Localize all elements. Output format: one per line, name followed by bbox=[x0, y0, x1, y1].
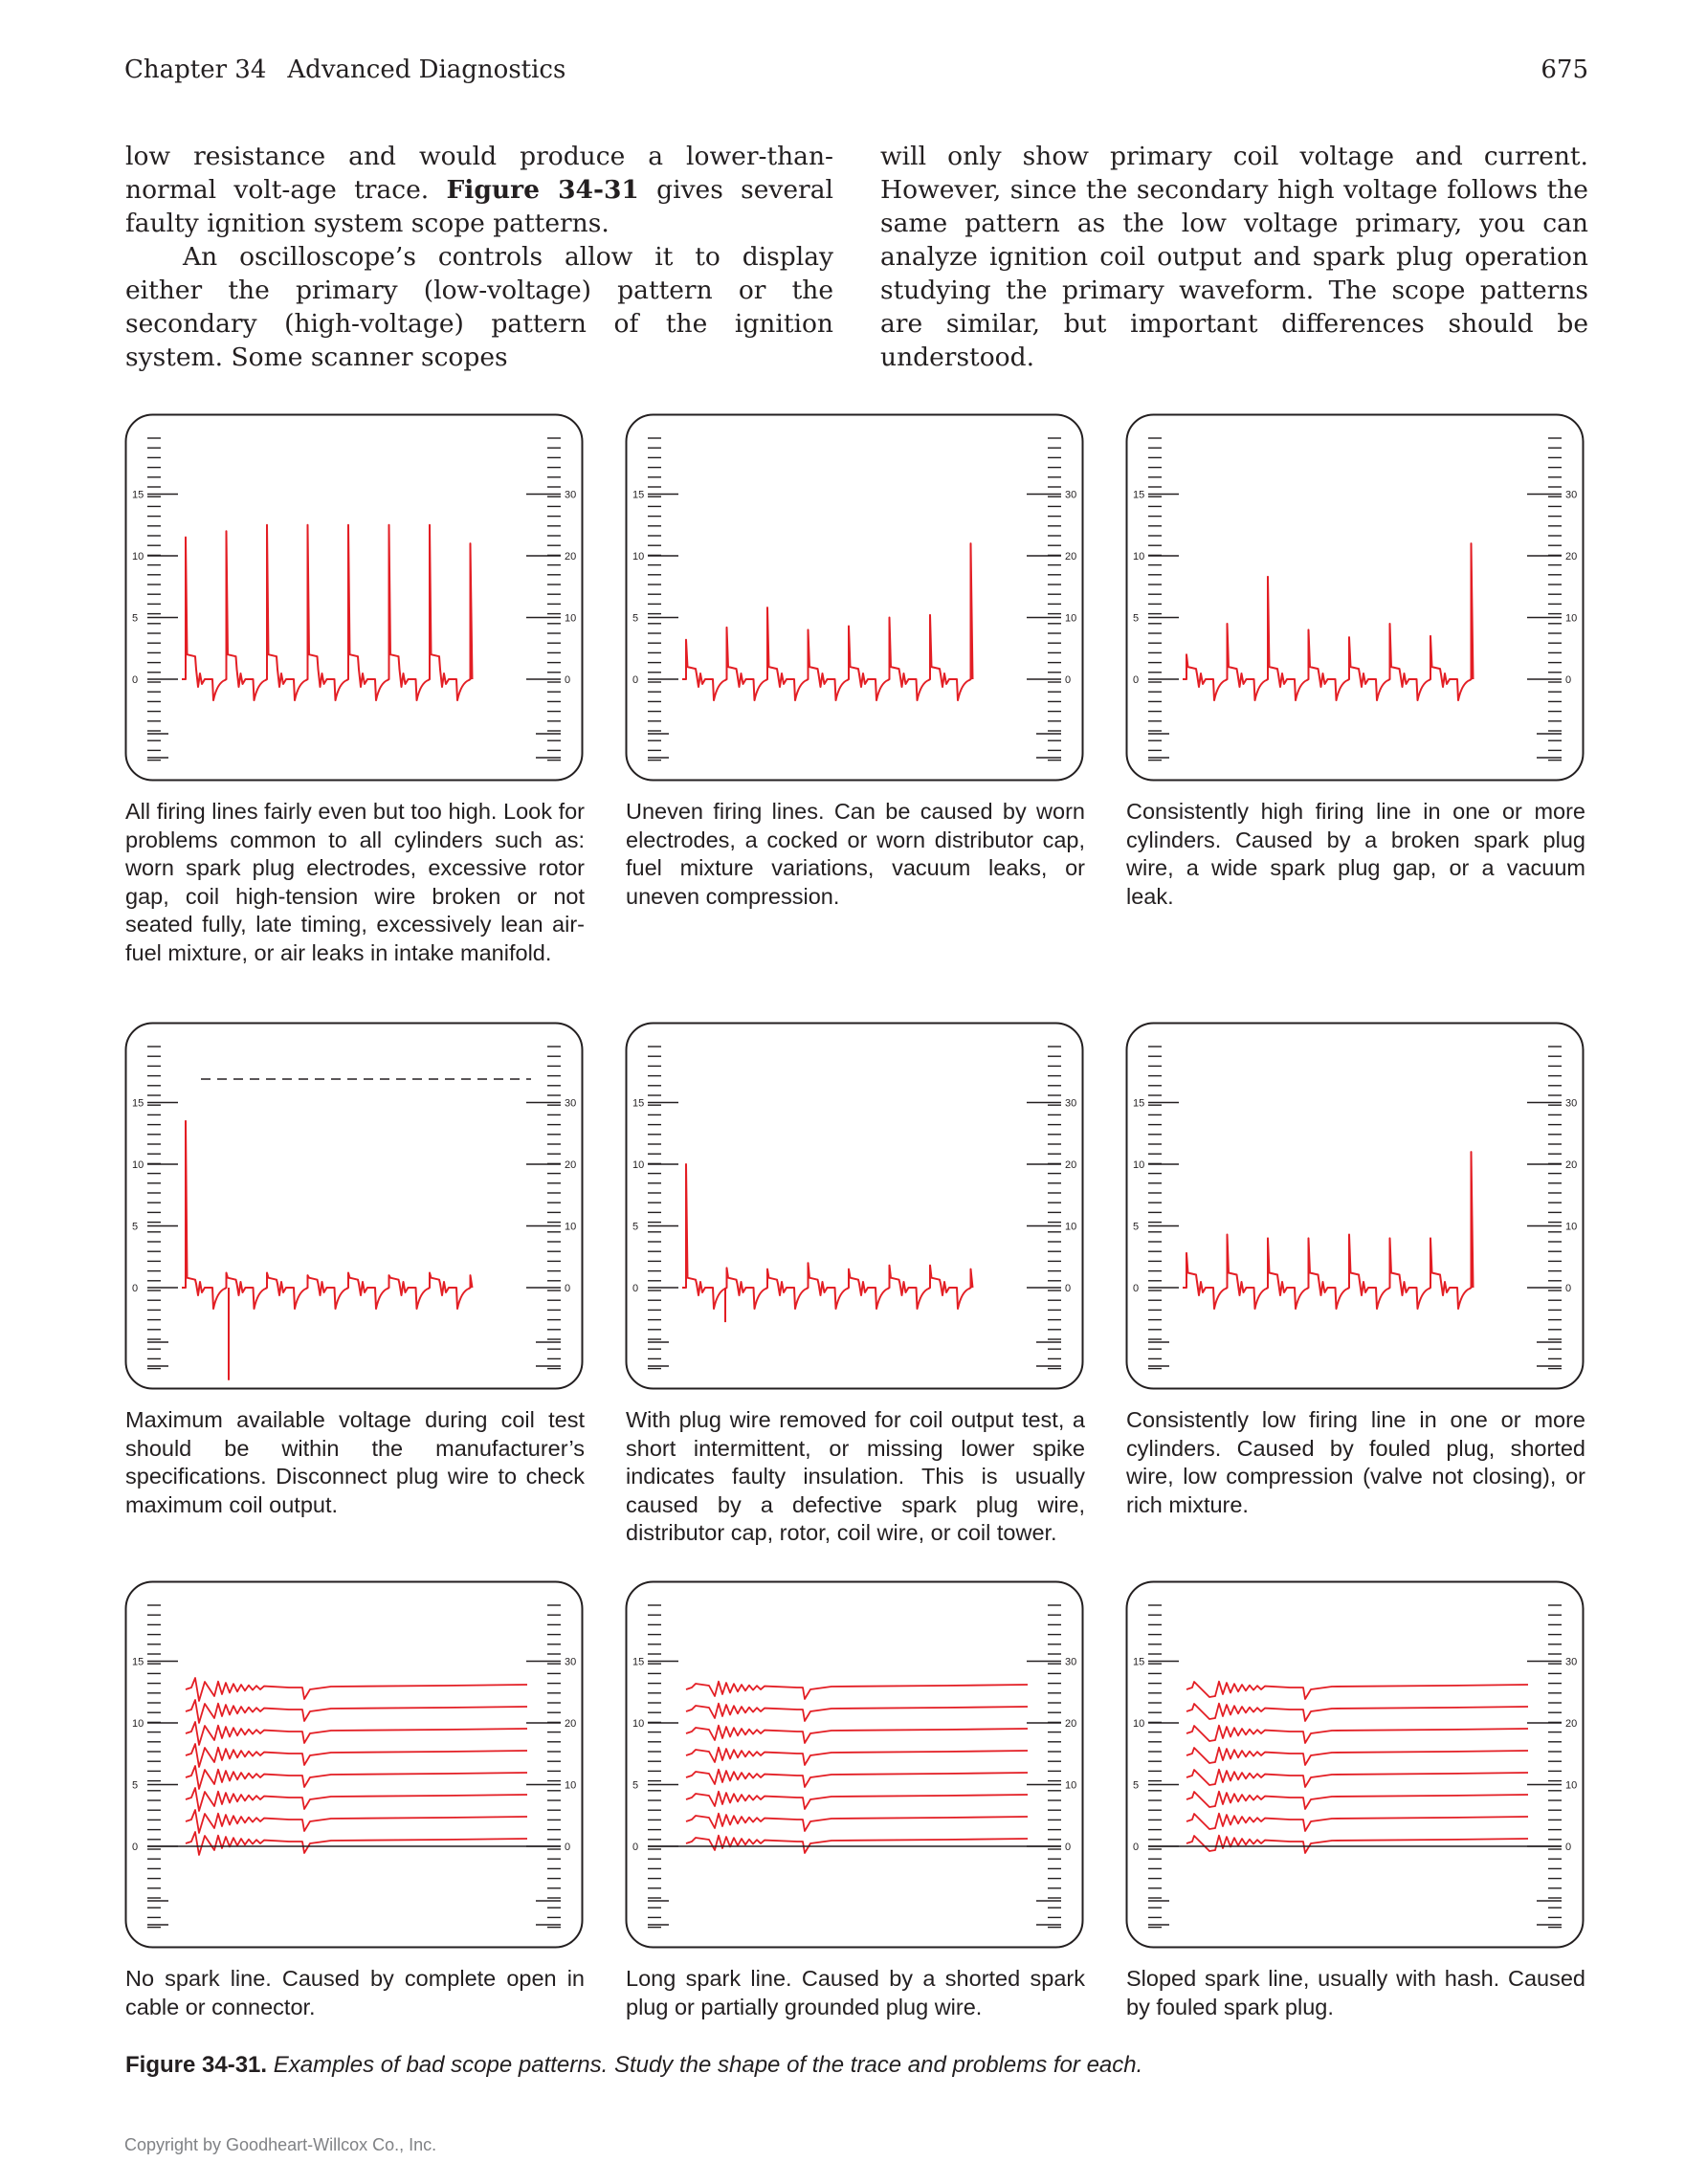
pattern-caption: No spark line. Caused by complete open in cable or connector. bbox=[125, 1966, 585, 2019]
chapter-title: Advanced Diagnostics bbox=[287, 55, 566, 84]
scale-label-left: 5 bbox=[632, 1221, 639, 1233]
scale-label-left: 15 bbox=[632, 1656, 645, 1668]
scale-label-right: 30 bbox=[1565, 1097, 1578, 1110]
scope-svg bbox=[1125, 1022, 1585, 1390]
pattern-caption: Maximum available voltage during coil test should be within the manufacturer’s specifications. Disconnect plug wire to check maximum coil output. bbox=[125, 1407, 585, 1517]
scope-bezel bbox=[627, 415, 1083, 781]
scale-label-right: 10 bbox=[1065, 1779, 1077, 1792]
scope-screen-long-spark bbox=[625, 1580, 1084, 1949]
scale-label-right: 10 bbox=[565, 612, 577, 625]
scale-label-right: 10 bbox=[565, 1779, 577, 1792]
scope-screen-sloped-spark bbox=[1125, 1580, 1585, 1949]
scale-label-left: 15 bbox=[632, 1097, 645, 1110]
pattern-caption: Consistently low firing line in one or more cylinders. Caused by fouled plug, shorted wire, low compression (valve not closing), or rich mixture. bbox=[1126, 1407, 1585, 1517]
scale-label-left: 15 bbox=[132, 1656, 144, 1668]
scale-label-right: 20 bbox=[1565, 551, 1578, 563]
scope-svg bbox=[124, 413, 584, 782]
figure-caption bbox=[125, 2052, 1589, 2079]
scope-screen-coil-test bbox=[124, 1022, 584, 1390]
scope-bezel bbox=[1127, 415, 1584, 781]
scope-svg bbox=[124, 1580, 584, 1949]
scale-label-right: 20 bbox=[1065, 551, 1077, 563]
scale-label-left: 10 bbox=[132, 1718, 144, 1730]
scale-label-right: 0 bbox=[1065, 1842, 1072, 1853]
scale-label-right: 0 bbox=[1065, 674, 1072, 686]
page-number: 675 bbox=[1541, 55, 1588, 84]
scale-label-right: 30 bbox=[1565, 489, 1578, 501]
scale-label-left: 0 bbox=[132, 674, 139, 686]
figure-reference: Figure 34-31 bbox=[446, 175, 639, 205]
scale-label-right: 10 bbox=[1565, 1221, 1578, 1233]
scope-screen-high-even bbox=[124, 413, 584, 782]
scale-label-right: 0 bbox=[565, 1842, 571, 1853]
scale-label-right: 30 bbox=[1565, 1656, 1578, 1668]
scope-screen-one-low bbox=[1125, 1022, 1585, 1390]
scope-screen-one-high bbox=[1125, 413, 1585, 782]
scale-label-right: 10 bbox=[1065, 1221, 1077, 1233]
chapter-heading bbox=[124, 55, 565, 84]
scale-label-left: 0 bbox=[132, 1283, 139, 1294]
scale-label-left: 15 bbox=[1133, 489, 1145, 501]
scope-bezel bbox=[126, 415, 583, 781]
scale-label-right: 20 bbox=[1565, 1159, 1578, 1171]
scope-bezel bbox=[627, 1582, 1083, 1948]
scope-svg bbox=[1125, 413, 1585, 782]
scale-label-right: 30 bbox=[565, 1097, 577, 1110]
scale-label-left: 5 bbox=[132, 1779, 139, 1792]
scale-label-left: 15 bbox=[632, 489, 645, 501]
scale-label-left: 0 bbox=[1133, 1283, 1140, 1294]
scale-label-right: 20 bbox=[565, 551, 577, 563]
scale-label-right: 10 bbox=[1065, 612, 1077, 625]
scale-label-left: 0 bbox=[1133, 674, 1140, 686]
pattern-caption: Uneven firing lines. Can be caused by worn electrodes, a cocked or worn distributor cap, fuel mixture variations, vacuum leaks, or uneven compression. bbox=[626, 799, 1085, 909]
scale-label-left: 15 bbox=[1133, 1097, 1145, 1110]
scope-bezel bbox=[627, 1024, 1083, 1389]
scope-svg bbox=[625, 1022, 1084, 1390]
paragraph-text: gives several faulty ignition system scope patterns. bbox=[125, 175, 833, 238]
scale-label-left: 0 bbox=[632, 1283, 639, 1294]
scope-bezel bbox=[1127, 1582, 1584, 1948]
figure-number: Figure 34-31. bbox=[125, 2052, 268, 2078]
scale-label-left: 10 bbox=[132, 1159, 144, 1171]
scale-label-right: 20 bbox=[565, 1718, 577, 1730]
copyright-notice: Copyright by Goodheart-Willcox Co., Inc. bbox=[124, 2135, 437, 2154]
scale-label-right: 30 bbox=[1065, 489, 1077, 501]
scale-label-right: 20 bbox=[1565, 1718, 1578, 1730]
scale-label-right: 30 bbox=[1065, 1097, 1077, 1110]
scope-bezel bbox=[126, 1582, 583, 1948]
scale-label-right: 30 bbox=[565, 1656, 577, 1668]
scale-label-right: 0 bbox=[1565, 1283, 1572, 1294]
scale-label-right: 20 bbox=[565, 1159, 577, 1171]
scope-svg bbox=[124, 1022, 584, 1390]
scale-label-right: 30 bbox=[1065, 1656, 1077, 1668]
scale-label-right: 10 bbox=[1565, 612, 1578, 625]
paragraph-text: low resistance and would produce a lower-than-normal volt-age trace. bbox=[125, 142, 833, 205]
paragraph: An oscilloscope’s controls allow it to display either the primary (low-voltage) pattern or the secondary (high-voltage) pattern of the ignition system. Some scanner scopes bbox=[125, 242, 833, 372]
scale-label-right: 20 bbox=[1065, 1718, 1077, 1730]
scale-label-left: 10 bbox=[1133, 1159, 1145, 1171]
scope-svg bbox=[625, 413, 1084, 782]
scale-label-left: 5 bbox=[632, 1779, 639, 1792]
scale-label-right: 0 bbox=[565, 1283, 571, 1294]
scale-label-left: 10 bbox=[1133, 1718, 1145, 1730]
chapter-label: Chapter 34 bbox=[124, 55, 267, 84]
scope-bezel bbox=[1127, 1024, 1584, 1389]
figure-caption-text: Examples of bad scope patterns. Study the shape of the trace and problems for each. bbox=[273, 2052, 1143, 2078]
scope-svg bbox=[1125, 1580, 1585, 1949]
scale-label-left: 5 bbox=[132, 612, 139, 625]
scale-label-left: 10 bbox=[1133, 551, 1145, 563]
scale-label-left: 0 bbox=[632, 1842, 639, 1853]
scale-label-right: 0 bbox=[1565, 1842, 1572, 1853]
scale-label-left: 15 bbox=[132, 489, 144, 501]
scope-screen-plug-removed bbox=[625, 1022, 1084, 1390]
body-column-right bbox=[880, 140, 1588, 374]
scale-label-left: 15 bbox=[1133, 1656, 1145, 1668]
scale-label-right: 0 bbox=[565, 674, 571, 686]
scale-label-left: 5 bbox=[632, 612, 639, 625]
scale-label-right: 20 bbox=[1065, 1159, 1077, 1171]
pattern-caption: Consistently high firing line in one or more cylinders. Caused by a broken spark plug wire, a wide spark plug gap, or a vacuum leak. bbox=[1126, 799, 1585, 909]
scale-label-left: 10 bbox=[132, 551, 144, 563]
scale-label-left: 15 bbox=[132, 1097, 144, 1110]
scale-label-right: 0 bbox=[1065, 1283, 1072, 1294]
pattern-caption: All firing lines fairly even but too high. Look for problems common to all cylinders such as: worn spark plug electrodes, excessive rotor gap, coil high-tension wire broken or not seated fully, late timing, excessively lean air-fuel mixture, or air leaks in intake manifold. bbox=[125, 799, 585, 965]
scale-label-left: 5 bbox=[132, 1221, 139, 1233]
scope-screen-uneven bbox=[625, 413, 1084, 782]
scale-label-left: 5 bbox=[1133, 612, 1140, 625]
pattern-caption: Sloped spark line, usually with hash. Caused by fouled spark plug. bbox=[1126, 1966, 1585, 2019]
scale-label-left: 0 bbox=[132, 1842, 139, 1853]
scale-label-left: 0 bbox=[1133, 1842, 1140, 1853]
scale-label-left: 5 bbox=[1133, 1779, 1140, 1792]
scale-label-right: 10 bbox=[565, 1221, 577, 1233]
scale-label-left: 0 bbox=[632, 674, 639, 686]
scale-label-left: 10 bbox=[632, 551, 645, 563]
paragraph: will only show primary coil voltage and current. However, since the secondary high voltage follows the same pattern as the low voltage primary, you can analyze ignition coil output and spark plug operation studying the primary waveform. The scope patterns are similar, but important differences should be understood. bbox=[880, 142, 1588, 372]
scope-screen-no-spark bbox=[124, 1580, 584, 1949]
scope-bezel bbox=[126, 1024, 583, 1389]
paragraph bbox=[125, 140, 833, 240]
running-header bbox=[124, 55, 1588, 94]
scale-label-right: 30 bbox=[565, 489, 577, 501]
body-column-left bbox=[125, 140, 833, 374]
pattern-caption: With plug wire removed for coil output test, a short intermittent, or missing lower spike indicates faulty insulation. This is usually caused by a defective spark plug wire, distributor cap, rotor, coil wire, or coil tower. bbox=[626, 1407, 1085, 1545]
scale-label-left: 10 bbox=[632, 1159, 645, 1171]
scale-label-right: 10 bbox=[1565, 1779, 1578, 1792]
scope-svg bbox=[625, 1580, 1084, 1949]
pattern-caption: Long spark line. Caused by a shorted spark plug or partially grounded plug wire. bbox=[626, 1966, 1085, 2019]
scale-label-right: 0 bbox=[1565, 674, 1572, 686]
scale-label-left: 5 bbox=[1133, 1221, 1140, 1233]
scale-label-left: 10 bbox=[632, 1718, 645, 1730]
